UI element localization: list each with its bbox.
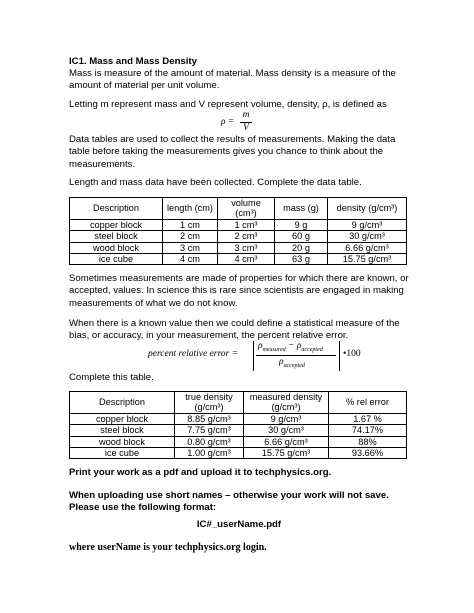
rho-symbol: ρ <box>279 357 284 367</box>
column-header: Description <box>70 198 163 220</box>
intro-paragraph: Mass is measure of the amount of material. Mass density is a measure of the amount of material per unit volume. <box>69 68 396 92</box>
abs-bar-left <box>253 341 254 371</box>
error-formula-denominator <box>279 357 305 369</box>
data-tables-paragraph: Data tables are used to collect the results of measurements. Making the data table before taking the measurements gives you chance to think about the measurements. <box>69 134 396 170</box>
table-row <box>70 413 407 424</box>
measured-subscript: measured <box>262 346 286 353</box>
column-header: mass (g) <box>275 198 328 220</box>
table-row <box>70 448 407 459</box>
table-cell: 9 g/cm³ <box>244 413 329 424</box>
table-cell: 15.75 g/cm³ <box>328 254 407 265</box>
table-header-row <box>70 198 407 220</box>
table-cell: 74.17% <box>329 425 407 436</box>
column-header: Description <box>70 392 175 414</box>
table-row <box>70 254 407 265</box>
table-cell: 30 g/cm³ <box>244 425 329 436</box>
table-cell: steel block <box>70 425 175 436</box>
column-header: density (g/cm³) <box>328 198 407 220</box>
column-header: measured density (g/cm³) <box>244 392 329 414</box>
table-cell: 1 cm³ <box>218 219 275 230</box>
error-formula-numerator <box>258 341 323 353</box>
sometimes-paragraph: Sometimes measurements are made of properties for which there are known, or accepted, values. In science this is rare since scientists are engaged in making measurements of what we do not know. <box>69 273 409 309</box>
rho-symbol: ρ <box>296 341 302 351</box>
known-value-paragraph: When there is a known value then we could define a statistical measure of the bias, or accuracy, in your measurement, the percent relative error. <box>69 318 400 342</box>
table-cell: 3 cm³ <box>218 242 275 253</box>
table-cell: 93.66% <box>329 448 407 459</box>
column-header: % rel error <box>329 392 407 414</box>
rho-symbol: ρ <box>258 341 263 351</box>
table-cell: 4 cm³ <box>218 254 275 265</box>
complete-table-paragraph: Complete this table. <box>69 372 154 383</box>
filename-format: IC#_userName.pdf <box>196 519 282 530</box>
table-row <box>70 231 407 242</box>
table-cell: steel block <box>70 231 163 242</box>
table-cell: 2 cm <box>163 231 218 242</box>
column-header: volume (cm³) <box>218 198 275 220</box>
table-row <box>70 242 407 253</box>
table-cell: 9 g/cm³ <box>328 219 407 230</box>
table-cell: 6.66 g/cm³ <box>328 242 407 253</box>
data-table-2 <box>69 391 407 459</box>
table-cell: ice cube <box>70 448 175 459</box>
abs-bar-right <box>339 341 340 371</box>
upload-instruction: When uploading use short names – otherwise your work will not save. Please use the following format: <box>69 490 389 514</box>
table-row <box>70 219 407 230</box>
density-formula-lhs: ρ = <box>221 117 235 127</box>
table-header-row <box>70 392 407 414</box>
table-cell: 1.67 % <box>329 413 407 424</box>
table-row <box>70 425 407 436</box>
column-header: true density (g/cm³) <box>175 392 244 414</box>
table-cell: 9 g <box>275 219 328 230</box>
table-cell: wood block <box>70 242 163 253</box>
density-formula-numerator: m <box>242 110 250 120</box>
table-cell: 20 g <box>275 242 328 253</box>
table-cell: 15.75 g/cm³ <box>244 448 329 459</box>
letting-paragraph: Letting m represent mass and V represent volume, density, ρ, is defined as <box>69 99 387 110</box>
accepted-subscript: accepted <box>283 362 305 369</box>
print-instruction: Print your work as a pdf and upload it to techphysics.org. <box>69 467 332 478</box>
table-cell: wood block <box>70 436 175 447</box>
username-note: where userName is your techphysics.org login. <box>69 542 267 553</box>
table-cell: 3 cm <box>163 242 218 253</box>
table-cell: 63 g <box>275 254 328 265</box>
data-table-1 <box>69 197 407 265</box>
density-formula-denominator: V <box>243 123 249 133</box>
column-header: length (cm) <box>163 198 218 220</box>
table-row <box>70 436 407 447</box>
table-cell: 1.00 g/cm³ <box>175 448 244 459</box>
table-cell: 60 g <box>275 231 328 242</box>
accepted-subscript: accepted <box>301 346 323 353</box>
table-cell: 8.85 g/cm³ <box>175 413 244 424</box>
table-cell: copper block <box>70 413 175 424</box>
table-cell: 30 g/cm³ <box>328 231 407 242</box>
table-cell: ice cube <box>70 254 163 265</box>
minus-sign: − <box>288 341 295 351</box>
error-formula-lhs: percent relative error = <box>148 349 239 359</box>
table-cell: 2 cm³ <box>218 231 275 242</box>
table-cell: 1 cm <box>163 219 218 230</box>
table-cell: copper block <box>70 219 163 230</box>
table-cell: 6.66 g/cm³ <box>244 436 329 447</box>
section-heading: IC1. Mass and Mass Density <box>69 56 197 67</box>
table-cell: 88% <box>329 436 407 447</box>
length-mass-paragraph: Length and mass data have been collected. Complete the data table. <box>69 177 362 188</box>
table-cell: 0.80 g/cm³ <box>175 436 244 447</box>
table-cell: 4 cm <box>163 254 218 265</box>
error-formula-times: •100 <box>343 349 361 359</box>
table-cell: 7.75 g/cm³ <box>175 425 244 436</box>
fraction-bar <box>256 355 336 356</box>
